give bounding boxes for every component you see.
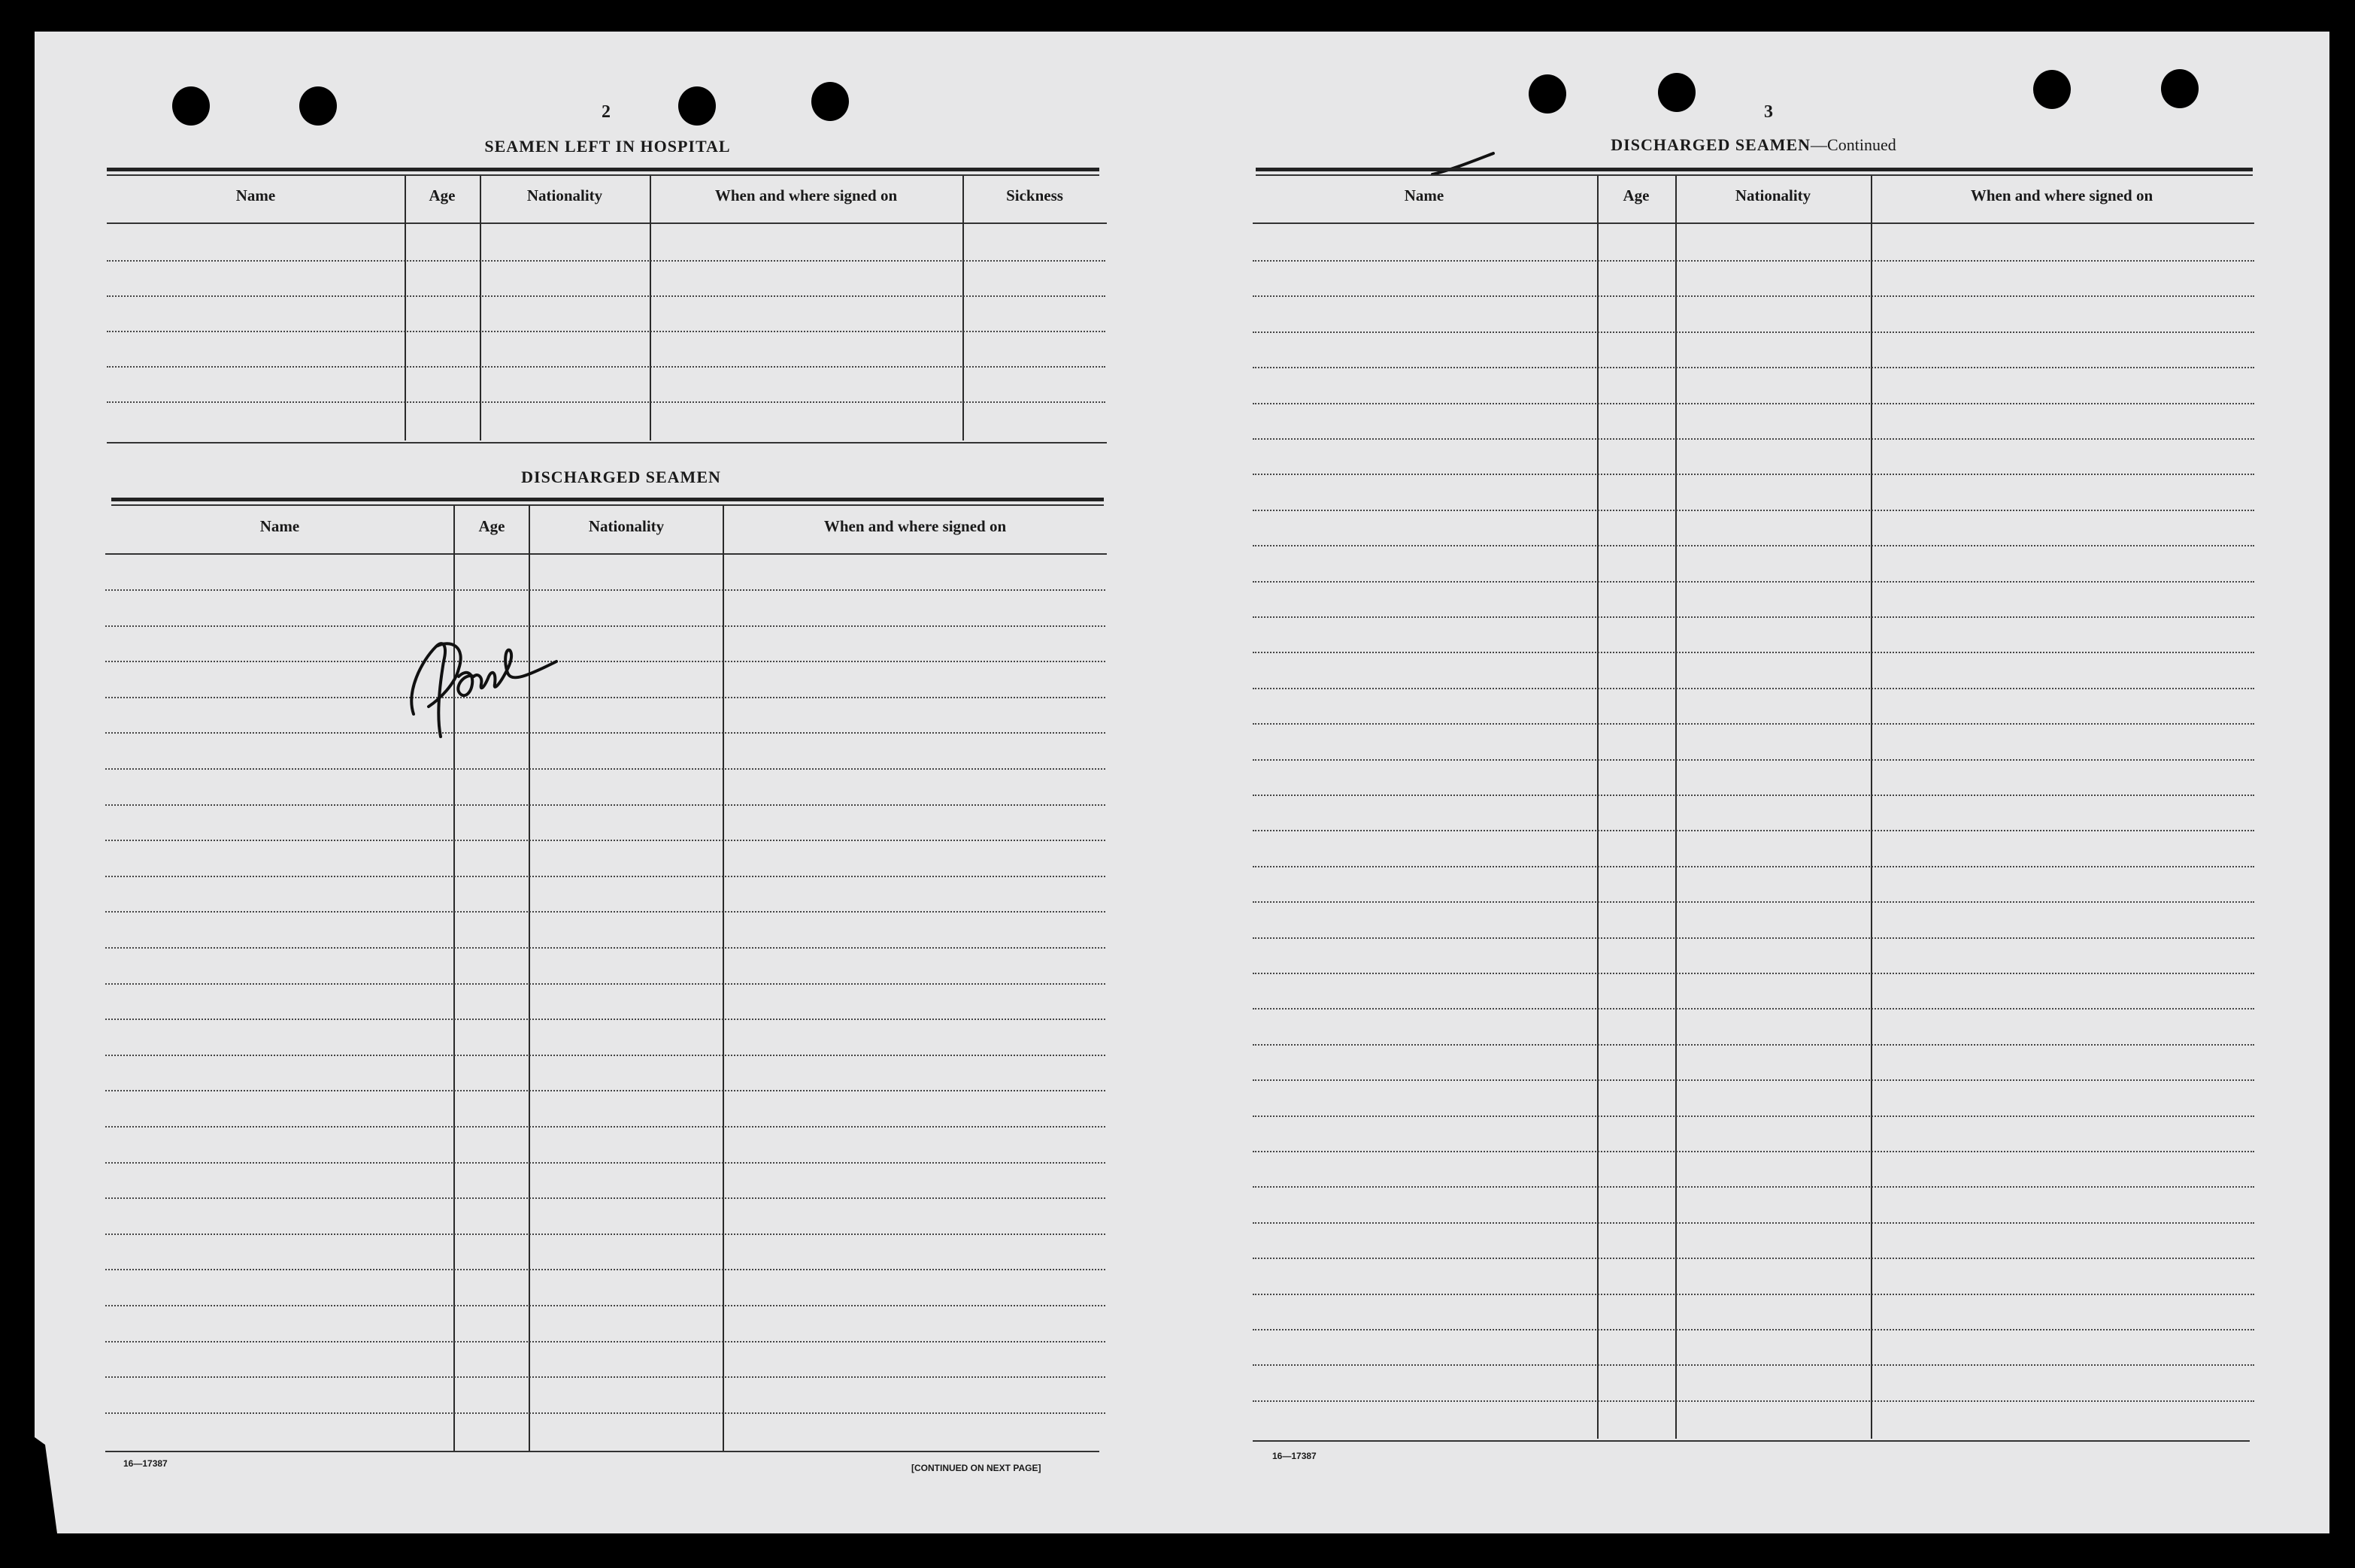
punch-hole	[811, 82, 849, 121]
ruled-line	[105, 1055, 1105, 1056]
right-top-rule-2	[1256, 174, 2253, 176]
ruled-line	[107, 260, 1105, 262]
ruled-line	[1253, 1079, 2254, 1081]
ruled-line	[105, 768, 1105, 770]
punch-hole	[2161, 69, 2199, 108]
ruled-line	[1253, 795, 2254, 796]
ruled-line	[1253, 545, 2254, 546]
ruled-line	[105, 1341, 1105, 1342]
ruled-line	[1253, 759, 2254, 761]
discharged-top-rule-2	[111, 504, 1104, 506]
ruled-line	[1253, 1044, 2254, 1046]
ruled-line	[1253, 510, 2254, 511]
ruled-line	[105, 1305, 1105, 1306]
ruled-line	[1253, 1258, 2254, 1259]
hospital-header-rule	[107, 222, 1107, 224]
ruled-line	[1253, 403, 2254, 404]
page-number-right: 3	[1764, 102, 1773, 122]
ruled-line	[1253, 1115, 2254, 1117]
ruled-line	[105, 911, 1105, 913]
document-sheet	[35, 32, 2329, 1533]
ruled-line	[105, 1376, 1105, 1378]
hospital-top-rule-2	[107, 174, 1099, 176]
ruled-line	[105, 1090, 1105, 1091]
ruled-line	[105, 876, 1105, 877]
ruled-line	[1253, 367, 2254, 368]
hospital-top-rule	[107, 168, 1099, 171]
page-number-left: 2	[602, 102, 611, 122]
ruled-line	[1253, 973, 2254, 974]
ruled-line	[107, 366, 1105, 368]
ruled-line	[105, 1162, 1105, 1164]
ruled-line	[1253, 1008, 2254, 1010]
ruled-line	[1253, 688, 2254, 689]
check-mark	[1429, 150, 1496, 180]
right-divider	[1597, 176, 1599, 1439]
continued-note: [CONTINUED ON NEXT PAGE]	[911, 1463, 1041, 1473]
ruled-line	[1253, 1151, 2254, 1152]
form-number-left: 16—17387	[123, 1458, 168, 1469]
ruled-line	[1253, 652, 2254, 653]
right-col-signed-on: When and where signed on	[1970, 186, 2153, 204]
ruled-line	[1253, 937, 2254, 939]
hospital-col-name: Name	[235, 186, 276, 204]
ruled-line	[105, 1019, 1105, 1020]
ruled-line	[105, 947, 1105, 949]
discharged-continued-title-suffix: —Continued	[1811, 135, 1896, 154]
punch-hole	[1658, 73, 1696, 112]
discharged-bottom-rule	[105, 1451, 1099, 1452]
ruled-line	[107, 295, 1105, 297]
ruled-line	[1253, 1364, 2254, 1366]
ruled-line	[1253, 438, 2254, 440]
discharged-divider	[723, 505, 724, 1451]
ruled-line	[1253, 1222, 2254, 1224]
ruled-line	[105, 1234, 1105, 1235]
ruled-line	[1253, 830, 2254, 831]
ruled-line	[105, 1412, 1105, 1414]
hospital-bottom-rule	[107, 442, 1107, 443]
ruled-line	[1253, 260, 2254, 262]
hospital-col-signed-on: When and where signed on	[714, 186, 898, 204]
ruled-line	[105, 1197, 1105, 1199]
punch-hole	[2033, 70, 2071, 109]
ruled-line	[105, 983, 1105, 985]
punch-hole	[172, 86, 210, 126]
hospital-section-title: SEAMEN LEFT IN HOSPITAL	[484, 137, 731, 156]
punch-hole	[678, 86, 716, 126]
discharged-top-rule	[111, 498, 1104, 501]
ruled-line	[1253, 581, 2254, 583]
hospital-col-sickness: Sickness	[1006, 186, 1063, 204]
right-col-age: Age	[1623, 186, 1650, 204]
discharged-col-nationality: Nationality	[588, 517, 665, 535]
right-col-nationality: Nationality	[1735, 186, 1811, 204]
ruled-line	[105, 1126, 1105, 1128]
ruled-line	[1253, 474, 2254, 475]
ruled-line	[1253, 1294, 2254, 1295]
ruled-line	[105, 1269, 1105, 1270]
ruled-line	[1253, 331, 2254, 333]
ruled-line	[105, 804, 1105, 806]
handwritten-none-signature	[383, 601, 609, 752]
discharged-col-name: Name	[259, 517, 300, 535]
ruled-line	[105, 589, 1105, 591]
right-divider	[1871, 176, 1872, 1439]
discharged-section-title: DISCHARGED SEAMEN	[521, 468, 721, 486]
discharged-continued-title-main: DISCHARGED SEAMEN	[1611, 135, 1811, 154]
right-divider	[1675, 176, 1677, 1439]
ruled-line	[107, 331, 1105, 332]
right-top-rule	[1256, 168, 2253, 171]
ruled-line	[105, 840, 1105, 841]
right-bottom-rule	[1253, 1440, 2250, 1442]
ruled-line	[1253, 723, 2254, 725]
discharged-continued-title	[1611, 135, 1896, 155]
form-number-right: 16—17387	[1272, 1451, 1317, 1461]
ruled-line	[1253, 1400, 2254, 1402]
ruled-line	[1253, 866, 2254, 867]
right-header-rule	[1253, 222, 2254, 224]
hospital-col-nationality: Nationality	[526, 186, 603, 204]
ruled-line	[1253, 1329, 2254, 1330]
right-col-name: Name	[1404, 186, 1444, 204]
hospital-col-age: Age	[429, 186, 456, 204]
discharged-header-rule	[105, 553, 1107, 555]
ruled-line	[1253, 616, 2254, 618]
punch-hole	[1529, 74, 1566, 114]
ruled-line	[1253, 901, 2254, 903]
punch-hole	[299, 86, 337, 126]
discharged-col-signed-on: When and where signed on	[823, 517, 1007, 535]
discharged-col-age: Age	[478, 517, 505, 535]
ruled-line	[107, 401, 1105, 403]
ruled-line	[1253, 1186, 2254, 1188]
ruled-line	[1253, 295, 2254, 297]
